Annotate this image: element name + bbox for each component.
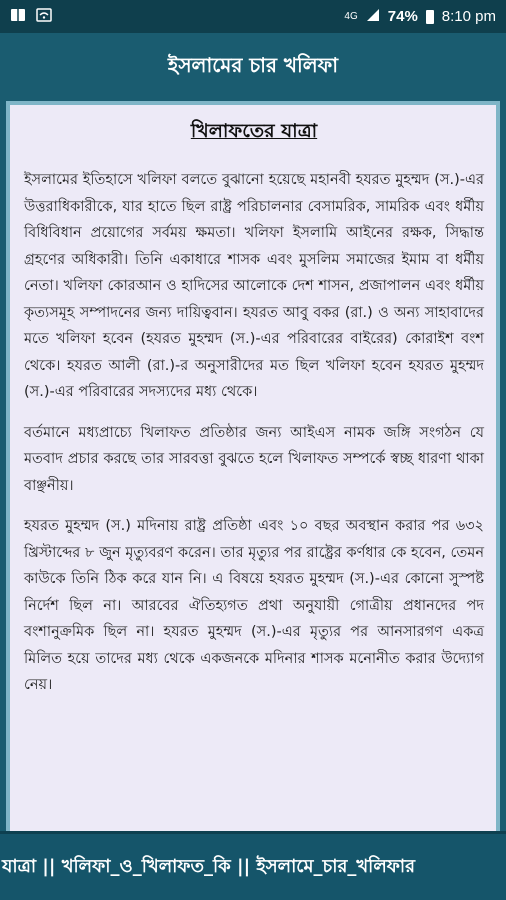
wifi-box-icon <box>36 8 52 26</box>
section-title: খিলাফতের যাত্রা <box>190 120 318 142</box>
app-bar <box>0 33 506 101</box>
clock: 8:10 pm <box>441 8 496 25</box>
battery-percent: 74% <box>387 8 418 25</box>
article-paragraph: হযরত মুহম্মদ (স.) মদিনায় রাষ্ট্র প্রতিষ্ঠা এবং ১০ বছর অবস্থান করার পর ৬৩২ খ্রিস্টাব্দের ৮ জুন মৃত্যুবরণ করেন। তার মৃত্যুর পর রাষ্ট্রের কর্ণধার কে হবেন, তেমন কাউকে তিনি ঠিক করে যান নি। এ বিষয়ে হযরত মুহম্মদ (স.)-এর কোনো সুস্পষ্ট নির্দেশ ছিল না। আরবের ঐতিহ্যগত প্রথা অনুযায়ী গোত্রীয় প্রধানদের পদ বংশানুক্রমিক ছিল না। হযরত মুহম্মদ (স.)-এর মৃত্যুর পর আনসারগণ একত্র মিলিত হয়ে তাদের মধ্য থেকে একজনকে মদিনার শাসক মনোনীত করার উদ্যোগ নেয়। <box>24 518 484 693</box>
article-card <box>6 101 500 831</box>
signal-icon <box>366 8 380 26</box>
status-left <box>10 8 52 26</box>
marquee-text[interactable]: যাত্রা || খলিফা_ও_খিলাফত_কি || ইসলামে_চার_খলিফার <box>2 855 416 877</box>
book-icon <box>10 8 26 26</box>
marquee-bar[interactable] <box>0 831 506 900</box>
article-paragraph: বর্তমানে মধ্যপ্রাচ্যে খিলাফত প্রতিষ্ঠার জন্য আইএস নামক জঙ্গি সংগঠন যে মতবাদ প্রচার করছে তার সারবত্তা বুঝতে হলে খিলাফত সম্পর্কে স্বচ্ছ ধারণা থাকা বাঞ্ছনীয়। <box>24 424 484 494</box>
content-area[interactable] <box>0 101 506 831</box>
battery-icon <box>426 10 434 24</box>
status-right <box>344 8 496 26</box>
article-paragraph: ইসলামের ইতিহাসে খলিফা বলতে বুঝানো হয়েছে মহানবী হযরত মুহম্মদ (স.)-এর উত্তরাধিকারীকে, যার হাতে ছিল রাষ্ট্র পরিচালনার বেসামরিক, সামরিক এবং ধর্মীয় বিধিবিধান প্রয়োগের সর্বময় ক্ষমতা। খলিফা ইসলামি আইনের রক্ষক, সিদ্ধান্ত গ্রহণের অধিকারী। তিনি একাধারে শাসক এবং মুসলিম সমাজের ইমাম বা ধর্মীয় নেতা। খলিফা কোরআন ও হাদিসের আলোকে দেশ শাসন, প্রজাপালন এবং ধর্মীয় কৃত্যসমূহ সম্পাদনের জন্য দায়িত্ববান। হযরত আবু বকর (রা.) ও অন্য সাহাবাদের মতে খলিফা হবেন (হযরত মুহম্মদ (স.)-এর পরিবারের বাইরের) কোরাইশ বংশ থেকে। হযরত আলী (রা.)-র অনুসারীদের মত ছিল খলিফা হবেন হযরত মুহম্মদ (স.)-এর পরিবারের সদস্যদের মধ্য থেকে। <box>24 172 484 400</box>
status-bar <box>0 0 506 33</box>
app-title: ইসলামের চার খলিফা <box>167 52 339 77</box>
network-type: 4G <box>344 11 358 22</box>
